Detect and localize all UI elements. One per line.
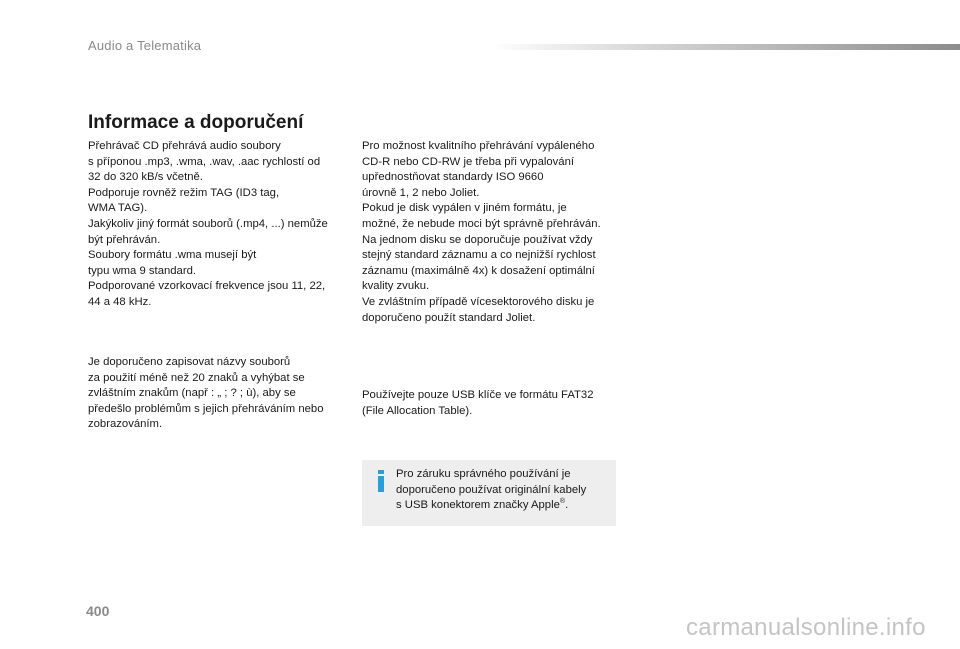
info-icon: [376, 470, 386, 492]
info-text: [396, 467, 610, 514]
usb-format-paragraph: Používejte pouze USB klíče ve formátu FAT32 (File Allocation Table).: [362, 389, 594, 417]
header-title: Audio a Telematika: [88, 38, 202, 53]
file-names-paragraph: Je doporučeno zapisovat názvy souborů za použití méně než 20 znaků a vyhýbat se zvláštním znakům (např : „ ; ? ; ù), aby se předešlo problémům s jejich přehráváním nebo zobrazováním.: [88, 356, 324, 431]
cd-formats-paragraph: Přehrávač CD přehrává audio soubory s příponou .mp3, .wma, .wav, .aac rychlostí od 32 do 320 kB/s včetně. Podporuje rovněž režim TAG (ID3 tag, WMA TAG). Jakýkoliv jiný formát souborů (.mp4, ...) nemůže být přehráván. Soubory formátu .wma musejí být typu wma 9 standard. Podporované vzorkovací frekvence jsou 11, 22, 44 a 48 kHz.: [88, 140, 328, 308]
cd-burning-paragraph: Pro možnost kvalitního přehrávání vypáleného CD-R nebo CD-RW je třeba při vypalování upřednostňovat standardy ISO 9660 úrovně 1, 2 nebo Joliet. Pokud je disk vypálen v jiném formátu, je možné, že nebude moci být správně přehráván. Na jednom disku se doporučuje používat vždy stejný standard záznamu a co nejnižší rychlost záznamu (maximálně 4x) k dosažení optimální kvality zvuku. Ve zvláštním případě vícesektorového disku je doporučeno použít standard Joliet.: [362, 140, 601, 324]
page-number: 400: [86, 603, 110, 619]
section-title: Informace a doporučení: [88, 112, 304, 133]
header-gradient-bar: [490, 44, 960, 50]
info-text-body: Pro záruku správného používání je doporučeno používat originální kabely s USB konektorem značky Apple: [396, 468, 587, 512]
watermark: carmanualsonline.info: [686, 614, 926, 641]
info-text-end: .: [565, 499, 569, 512]
registered-mark: ®: [559, 498, 566, 506]
info-box: [362, 460, 616, 526]
